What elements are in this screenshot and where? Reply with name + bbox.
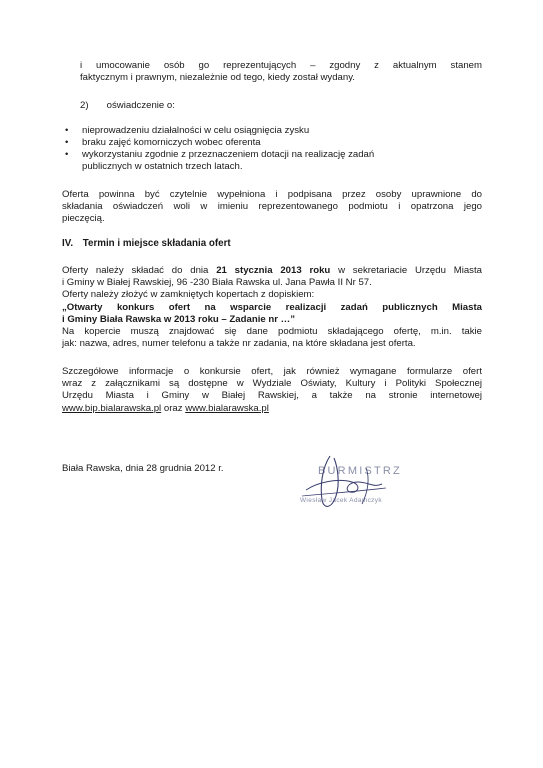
text-line: składania oświadczeń woli w imieniu reprezentowanego podmiotu i opatrzona jego: [62, 201, 482, 213]
deadline-date: 21 stycznia 2013 roku: [216, 265, 331, 276]
text-line: pieczęcią.: [62, 213, 105, 225]
signature-stamp-graphic: [282, 438, 422, 518]
text-line: [62, 403, 482, 415]
envelope-label-line: i Gminy Biała Rawska w 2013 roku – Zadanie nr …”: [62, 313, 296, 325]
section-heading: [62, 238, 231, 249]
bullet-text: braku zajęć komorniczych wobec oferenta: [82, 137, 261, 148]
paragraph-oferta: [62, 189, 482, 226]
list-item: [62, 149, 482, 173]
envelope-label-line: „Otwarty konkurs ofert na wsparcie realizacji zadań publicznych Miasta: [62, 301, 482, 313]
stamp-name: Wiesław Jacek Adamczyk: [300, 497, 382, 504]
text-line: [62, 265, 482, 277]
text-segment: w sekretariacie Urzędu Miasta: [330, 265, 482, 276]
bullet-icon: •: [65, 137, 69, 148]
text-segment: oraz: [161, 402, 186, 414]
signature-stroke: [302, 488, 386, 496]
list-item: [62, 137, 482, 149]
bullet-list: [62, 125, 482, 173]
bullet-icon: •: [65, 149, 69, 160]
paragraph-informacje: [62, 366, 482, 415]
bullet-text-continued: publicznych w ostatnich trzech latach.: [82, 161, 243, 172]
text-line: faktycznym i prawnym, niezależnie od tego, kiedy został wydany.: [80, 72, 355, 84]
link-website[interactable]: www.bialarawska.pl: [185, 402, 269, 414]
text-line: Na kopercie muszą znajdować się dane podmiotu składającego ofertę, m.in. takie: [62, 326, 482, 338]
list-item-2: [62, 100, 482, 112]
text-segment: Oferty należy składać do dnia: [62, 265, 217, 276]
text-line: jak: nazwa, adres, numer telefonu a także nr zadania, na które składana jest oferta.: [62, 338, 416, 350]
list-text: oświadczenie o:: [106, 100, 175, 111]
bullet-icon: •: [65, 125, 69, 136]
section-title: Termin i miejsce składania ofert: [82, 238, 231, 249]
list-number: 2): [80, 100, 89, 111]
bullet-text: wykorzystaniu zgodnie z przeznaczeniem dotacji na realizację zadań: [82, 149, 375, 160]
date-line: Biała Rawska, dnia 28 grudnia 2012 r.: [62, 463, 224, 474]
stamp-title: BURMISTRZ: [318, 465, 402, 477]
bullet-text: nieprowadzeniu działalności w celu osiągnięcia zysku: [82, 125, 310, 136]
text-line: i umocowanie osób go reprezentujących – zgodny z aktualnym stanem: [80, 60, 482, 71]
paragraph-umocowanie: [80, 60, 482, 84]
signature-stamp: [282, 438, 422, 518]
section-number: IV.: [62, 238, 74, 249]
paragraph-termin: [62, 265, 482, 350]
signature-stroke: [306, 480, 382, 492]
link-bip[interactable]: www.bip.bialarawska.pl: [62, 402, 162, 414]
text-line: Oferty należy złożyć w zamkniętych kopertach z dopiskiem:: [62, 289, 315, 301]
text-line: wraz z załącznikami są dostępne w Wydziale Oświaty, Kultury i Polityki Społecznej: [62, 378, 482, 390]
text-line: Urzędu Miasta i Gminy w Białej Rawskiej, a także na stronie internetowej: [62, 390, 482, 402]
text-line: Szczegółowe informacje o konkursie ofert, jak również wymagane formularze ofert: [62, 366, 482, 377]
text-line: Oferta powinna być czytelnie wypełniona i podpisana przez osoby uprawnione do: [62, 189, 482, 200]
list-item: [62, 125, 482, 137]
text-line: i Gminy w Białej Rawskiej, 96 -230 Biała Rawska ul. Jana Pawła II Nr 57.: [62, 277, 372, 289]
